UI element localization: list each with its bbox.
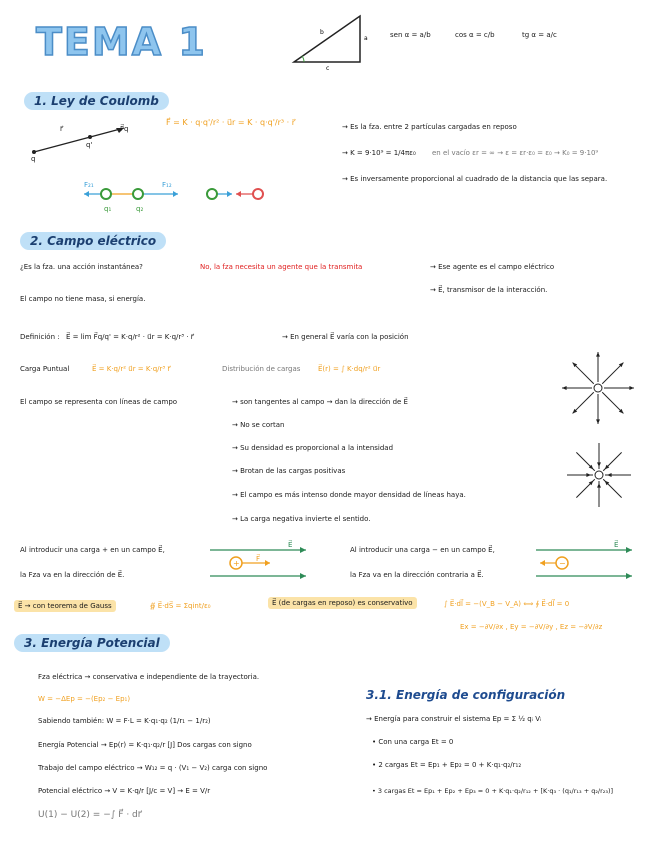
gauss-formula: ∯ E⃗·dS⃗ = Σqint/ε₀ — [150, 602, 211, 610]
triangle-label-c: c — [326, 65, 330, 72]
right-triangle-diagram — [290, 12, 370, 72]
charge-q-label: q — [31, 155, 36, 163]
energy-line-7: U(1) − U(2) = −∫ F⃗ · dr⃗ — [38, 810, 142, 820]
page-title: TEMA 1 — [36, 20, 207, 64]
force-label: F⃗q — [120, 125, 129, 133]
svg-text:+: + — [233, 559, 240, 568]
section-2-heading: 2. Campo eléctrico — [20, 232, 166, 250]
negative-charge-in-field-diagram — [536, 540, 636, 580]
cos-formula: cos α = c/b — [455, 31, 495, 39]
e-label-pos: E⃗ — [288, 541, 293, 549]
point-charge-formula: E⃗ = K·q/r² u⃗r = K·q/r³ r⃗ — [92, 365, 171, 373]
definition-formula: E⃗ = lim F⃗q/q' = K·q/r² · u⃗r = K·q/r³ · r⃗ — [66, 333, 194, 341]
field-arrowhead — [586, 473, 591, 477]
agent-line: → Ese agente es el campo eléctrico — [430, 263, 555, 271]
section-3-1-heading: 3.1. Energía de configuración — [366, 688, 566, 702]
energy-line-5: Trabajo del campo eléctrico → W₁₂ = q · (V₁ − V₂) carga con signo — [38, 764, 268, 772]
field-arrowhead — [596, 419, 600, 424]
field-arrowhead — [596, 352, 600, 357]
conservative-formula-2: Ex = −∂V/∂x , Ey = −∂V/∂y , Ez = −∂V/∂z — [460, 623, 603, 631]
e-label-neg: E⃗ — [614, 541, 619, 549]
triangle-label-b: b — [320, 29, 324, 36]
definition-label: Definición : — [20, 333, 60, 341]
negative-charge-text-2: la Fza va en la dirección contraria a E⃗. — [350, 571, 484, 579]
transmisor-line: → E⃗, transmisor de la interacción. — [430, 286, 548, 294]
coulomb-line-3: en el vacío εr = ∞ → ε = εr·ε₀ = ε₀ → K₀ = 9·10⁹ — [432, 149, 599, 157]
q1-label: q₁ — [104, 205, 112, 213]
field-arrowhead — [597, 462, 601, 467]
config-line-4: • 3 cargas Et = Ep₁ + Ep₂ + Ep₃ = 0 + K·q₁·q₂/r₁₂ + [K·q₃ · (q₁/r₁₃ + q₂/r₂₃)] — [372, 787, 614, 795]
energy-line-6: Potencial eléctrico → V = K·q/r [J/c = V] → E = V/r — [38, 787, 211, 795]
r-vector-label: r⃗ — [60, 125, 63, 133]
tan-formula: tg α = a/c — [522, 31, 557, 39]
f21-label: F₂₁ — [84, 181, 94, 189]
field-arrowhead — [607, 473, 612, 477]
field-line-5: → El campo es más intenso donde mayor densidad de líneas haya. — [232, 491, 466, 499]
f12-label: F₁₂ — [162, 181, 172, 189]
coulomb-line-4: → Es inversamente proporcional al cuadrado de la distancia que las separa. — [342, 175, 608, 183]
definition-note: → En general E⃗ varía con la posición — [282, 333, 409, 341]
section-1-heading: 1. Ley de Coulomb — [24, 92, 169, 110]
energy-line-4: Energía Potencial → Ep(r) = K·q₁·q₂/r [J] Dos cargas con signo — [38, 741, 252, 749]
energy-line-1: Fza eléctrica → conservativa e independiente de la trayectoria. — [38, 673, 260, 681]
svg-text:−: − — [559, 559, 566, 568]
distribution-formula: E⃗(r) = ∫ K·dq/r² u⃗r — [318, 365, 381, 373]
negative-charge-field-lines — [564, 440, 634, 510]
coulomb-line-1: → Es la fza. entre 2 partículas cargadas en reposo — [342, 123, 517, 131]
q2-label: q₂ — [136, 205, 144, 213]
field-line-1: → son tangentes al campo → dan la dirección de E⃗ — [232, 398, 408, 406]
field-lines-intro: El campo se representa con líneas de campo — [20, 398, 178, 406]
f-label-pos: F⃗ — [256, 555, 261, 563]
config-line-2: • Con una carga Et = 0 — [372, 738, 454, 746]
field-arrowhead — [597, 483, 601, 488]
triangle-label-a: a — [364, 35, 368, 42]
energy-line-2: W = −ΔEp = −(Ep₂ − Ep₁) — [38, 695, 131, 703]
field-line-2: → No se cortan — [232, 421, 285, 429]
charge-circle — [594, 384, 602, 392]
positive-charge-text-2: la Fza va en la dirección de E⃗. — [20, 571, 125, 579]
coulomb-formula: F⃗ = K · q·q'/r² · u⃗r = K · q·q'/r³ · r⃗ — [166, 118, 296, 127]
attraction-diagram — [204, 176, 274, 216]
positive-charge-field-lines — [558, 350, 638, 430]
field-line-4: → Brotan de las cargas positivas — [232, 467, 346, 475]
answer-line: No, la fza necesita un agente que la transmita — [200, 263, 363, 271]
config-line-3: • 2 cargas Et = Ep₁ + Ep₂ = 0 + K·q₁·q₂/r₁₂ — [372, 761, 522, 769]
gauss-label: E⃗ → con teorema de Gauss — [14, 600, 116, 612]
config-line-1: → Energía para construir el sistema Ep = Σ ½ qᵢ Vᵢ — [366, 715, 542, 723]
positive-charge-text-1: Al introducir una carga + en un campo E⃗, — [20, 546, 165, 554]
field-line-6: → La carga negativa invierte el sentido. — [232, 515, 371, 523]
negative-charge-text-1: Al introducir una carga − en un campo E⃗, — [350, 546, 495, 554]
field-line-3: → Su densidad es proporcional a la intensidad — [232, 444, 394, 452]
conservative-formula-1: ∫ E⃗·dl⃗ = −(V_B − V_A) ⟺ ∮ E⃗·dl⃗ = 0 — [444, 600, 570, 608]
energy-line-3: Sabiendo también: W = F·L = K·q₁·q₂ (1/r₁ − 1/r₂) — [38, 717, 211, 725]
conservative-label: E⃗ (de cargas en reposo) es conservativo — [268, 597, 417, 609]
question-line: ¿Es la fza. una acción instantánea? — [20, 263, 143, 271]
section-3-heading: 3. Energía Potencial — [14, 634, 170, 652]
point-charge-label: Carga Puntual — [20, 365, 70, 373]
mass-line: El campo no tiene masa, si energía. — [20, 295, 146, 303]
field-arrowhead — [562, 386, 567, 390]
charge-qp-label: q' — [86, 141, 93, 149]
field-arrowhead — [629, 386, 634, 390]
distribution-label: Distribución de cargas — [222, 365, 301, 373]
coulomb-line-2: → K = 9·10⁹ = 1/4πε₀ — [342, 149, 416, 157]
charge-circle — [595, 471, 603, 479]
sin-formula: sen α = a/b — [390, 31, 431, 39]
